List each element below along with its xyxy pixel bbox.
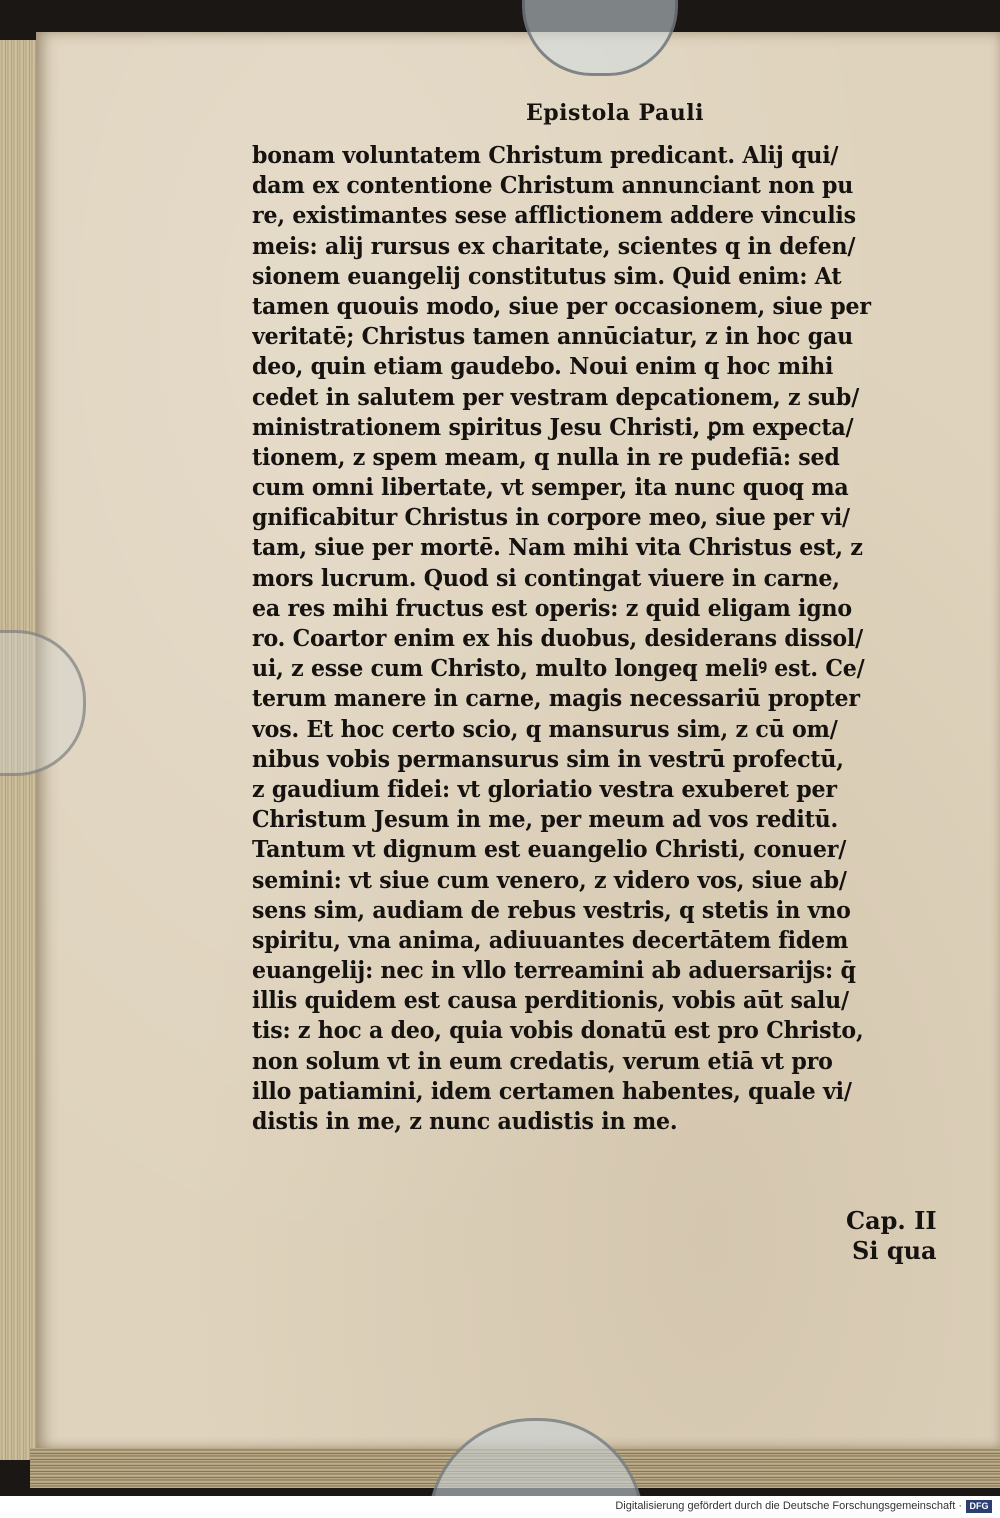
text-line: bonam voluntatem Christum predicant. Alij qui/ [252,141,839,169]
text-line: illis quidem est causa perditionis, vobis aūt salu/ [252,986,849,1015]
running-head: Epistola Pauli [526,100,704,126]
text-line: veritatē; Christus tamen annūciatur, z in hoc gau [252,322,853,351]
text-line: z gaudium fidei: vt gloriatio vestra exuberet per [252,774,837,803]
text-line: deo, quin etiam gaudebo. Noui enim q hoc mihi [252,352,834,381]
text-line: terum manere in carne, magis necessariū propter [252,684,860,713]
text-line: distis in me, z nunc audistis in me. [252,1107,678,1135]
catchword: Si qua [852,1236,937,1265]
text-line: nibus vobis permansurus sim in vestrū profectū, [252,744,844,773]
footer-credit: Digitalisierung gefördert durch die Deutsche Forschungsgemeinschaft · [615,1500,962,1512]
text-line: meis: alij rursus ex charitate, scientes q in defen/ [252,231,856,260]
text-line: tamen quouis modo, siue per occasionem, siue per [252,291,871,320]
text-line: mors lucrum. Quod si contingat viuere in carne, [252,563,840,592]
text-line: non solum vt in eum credatis, verum etiā vt pro [252,1046,833,1075]
text-block [252,100,942,1136]
text-line: ro. Coartor enim ex his duobus, desiderans dissol/ [252,624,863,652]
text-line: sionem euangelij constitutus sim. Quid enim: At [252,261,842,290]
text-line: semini: vt siue cum venero, z videro vos, siue ab/ [252,865,847,894]
text-line: vos. Et hoc certo scio, q mansurus sim, z cū om/ [252,714,838,743]
text-line: tionem, z spem meam, q nulla in re pudefiā: sed [252,442,840,471]
text-line: ea res mihi fructus est operis: z quid eligam igno [252,593,852,622]
text-line: ministrationem spiritus Jesu Christi, ꝑm expecta/ [252,412,854,441]
text-line: euangelij: nec in vllo terreamini ab aduersarijs: q̄ [252,956,856,985]
text-line: re, existimantes sese afflictionem addere vinculis [252,201,856,230]
text-line: tam, siue per mortē. Nam mihi vita Christus est, z [252,533,863,562]
text-line: Tantum vt dignum est euangelio Christi, conuer/ [252,835,847,864]
text-line: cedet in salutem per vestram depcationem, z sub/ [252,382,860,411]
text-line: illo patiamini, idem certamen habentes, quale vi/ [252,1076,852,1105]
text-line: Christum Jesum in me, per meum ad vos reditū. [252,805,839,834]
text-line: spiritu, vna anima, adiuuantes decertātem fidem [252,925,849,954]
text-line: tis: z hoc a deo, quia vobis donatū est pro Christo, [252,1016,864,1045]
dfg-logo: DFG [966,1500,992,1513]
body-text [252,140,942,1136]
text-line: cum omni libertate, vt semper, ita nunc quoq ma [252,473,849,502]
text-line: ui, z esse cum Christo, multo longeq meliꝰ est. Ce/ [252,654,865,683]
chapter-and-catchword [846,1206,937,1266]
text-line: sens sim, audiam de rebus vestris, q stetis in vno [252,895,851,924]
text-line: dam ex contentione Christum annunciant non pu [252,171,854,200]
chapter-marker: Cap. II [846,1206,937,1235]
text-line: gnificabitur Christus in corpore meo, siue per vi/ [252,503,850,532]
